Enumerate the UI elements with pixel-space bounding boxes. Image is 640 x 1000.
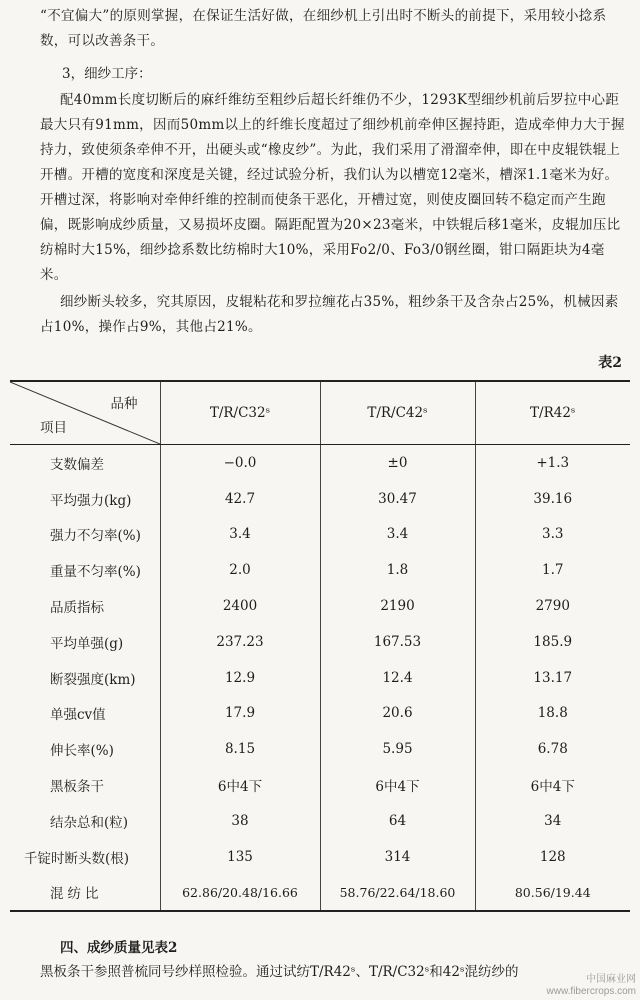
table-cell: 8.15 (160, 731, 320, 767)
table-caption: 表2 (598, 355, 622, 371)
row-label: 伸长率(%) (50, 743, 114, 760)
row-label: 混纺比 (10, 875, 160, 912)
table-cell: +1.3 (475, 445, 630, 481)
table-cell: 135 (160, 839, 320, 875)
paragraph-evenness-test: 黑板条干参照普梳同号纱样照检验。通过试纺T/R42ˢ、T/R/C32ˢ和42ˢ混纺纱的 (40, 964, 519, 980)
yarn-quality-table (10, 380, 630, 912)
table-row (10, 875, 630, 912)
table-cell: 1.8 (320, 552, 475, 588)
table-cell: 185.9 (475, 624, 630, 660)
paragraph-spinning-process: 配40mm长度切断后的麻纤维纺至粗纱后超长纤维仍不少，1293K型细纱机前后罗拉中心距最大只有91mm，因而50mm以上的纤维长度超过了细纱机前牵伸区握持距，造成牵伸力大于握持力，致使须条牵伸不开，出硬头或“橡皮纱”。为此，我们采用了滑溜牵伸，即在中皮辊铁辊上开槽。开槽的宽度和深度是关键，经过试验分析，我们认为以槽宽12毫米，槽深1.1毫米为好。开槽过深，将影响对牵伸纤维的控制而使条干恶化，开槽过宽，则使皮圈回转不稳定而产生跑偏，既影响成纱质量，又易损坏皮圈。隔距配置为20×23毫米，中铁辊后移1毫米，皮辊加压比纺棉时大15%，细纱捻系数比纺棉时大10%，采用Fo2/0、Fo3/0钢丝圈，钳口隔距块为4毫米。 (40, 92, 625, 283)
paragraph-twist-principle: “不宜偏大”的原则掌握，在保证生活好做，在细纱机上引出时不断头的前提下，采用较小捻系数，可以改善条干。 (40, 8, 607, 49)
table-cell: 18.8 (475, 696, 630, 732)
table-row (10, 731, 630, 767)
table-cell: 42.7 (160, 481, 320, 517)
table-cell: 314 (320, 839, 475, 875)
table-cell: 3.3 (475, 517, 630, 553)
table-cell: 38 (160, 803, 320, 839)
row-label: 单强cv值 (50, 707, 106, 724)
paragraph-breakage-causes: 细纱断头较多，究其原因，皮辊粘花和罗拉缠花占35%，粗纱条干及含杂占25%，机械因素占10%，操作占9%，其他占21%。 (40, 294, 619, 335)
table-cell: 17.9 (160, 696, 320, 732)
row-label: 重量不匀率(%) (50, 564, 141, 581)
table-cell: 2790 (475, 588, 630, 624)
table-row (10, 696, 630, 732)
table-cell: 6中4下 (320, 767, 475, 803)
table-cell: 12.4 (320, 660, 475, 696)
table-cell: 2.0 (160, 552, 320, 588)
row-label: 平均强力(kg) (50, 492, 132, 509)
table-cell: 2190 (320, 588, 475, 624)
table-cell: 237.23 (160, 624, 320, 660)
table-cell: 3.4 (160, 517, 320, 553)
table-row (10, 624, 630, 660)
column-header: T/R42ˢ (475, 381, 630, 445)
column-header: T/R/C32ˢ (160, 381, 320, 445)
table-cell: 1.7 (475, 552, 630, 588)
table-cell: ±0 (320, 445, 475, 481)
table-row (10, 481, 630, 517)
table-cell: 39.16 (475, 481, 630, 517)
row-label: 平均单强(g) (50, 635, 124, 652)
corner-label-item: 项目 (40, 420, 67, 436)
table-cell: 3.4 (320, 517, 475, 553)
diagonal-divider (10, 382, 160, 444)
table-cell: 62.86/20.48/16.66 (160, 875, 320, 912)
row-label: 千锭时断头数(根) (24, 850, 130, 867)
column-header: T/R/C42ˢ (320, 381, 475, 445)
table-cell: −0.0 (160, 445, 320, 481)
table-cell: 6中4下 (160, 767, 320, 803)
table-cell: 5.95 (320, 731, 475, 767)
table-row (10, 552, 630, 588)
watermark-url: www.fibercrops.com (546, 986, 636, 997)
table-row (10, 660, 630, 696)
row-label: 断裂强度(km) (50, 671, 136, 688)
table-cell: 64 (320, 803, 475, 839)
table-row (10, 588, 630, 624)
table-cell: 13.17 (475, 660, 630, 696)
corner-label-kind: 品种 (110, 396, 138, 412)
table-cell: 6中4下 (475, 767, 630, 803)
table-cell: 30.47 (320, 481, 475, 517)
table-cell: 6.78 (475, 731, 630, 767)
table-cell: 12.9 (160, 660, 320, 696)
table-header-row (10, 381, 630, 445)
table-row (10, 839, 630, 875)
section-heading-quality: 四、成纱质量见表2 (60, 940, 178, 956)
table-row (10, 445, 630, 481)
row-label: 支数偏差 (50, 456, 104, 473)
table-cell: 20.6 (320, 696, 475, 732)
table-row (10, 803, 630, 839)
table-cell: 80.56/19.44 (475, 875, 630, 912)
row-label: 结杂总和(粒) (50, 814, 129, 831)
table-cell: 2400 (160, 588, 320, 624)
table-row (10, 767, 630, 803)
section-heading-spinning: 3，细纱工序： (62, 66, 152, 82)
table-cell: 34 (475, 803, 630, 839)
table-cell: 58.76/22.64/18.60 (320, 875, 475, 912)
table-cell: 128 (475, 839, 630, 875)
row-label: 品质指标 (50, 600, 104, 617)
row-label: 黑板条干 (50, 779, 104, 796)
row-label: 强力不匀率(%) (50, 528, 141, 545)
table-corner-cell (10, 381, 160, 445)
table-cell: 167.53 (320, 624, 475, 660)
watermark-name: 中国麻业网 (586, 974, 636, 985)
table-row (10, 517, 630, 553)
site-watermark (547, 974, 636, 998)
